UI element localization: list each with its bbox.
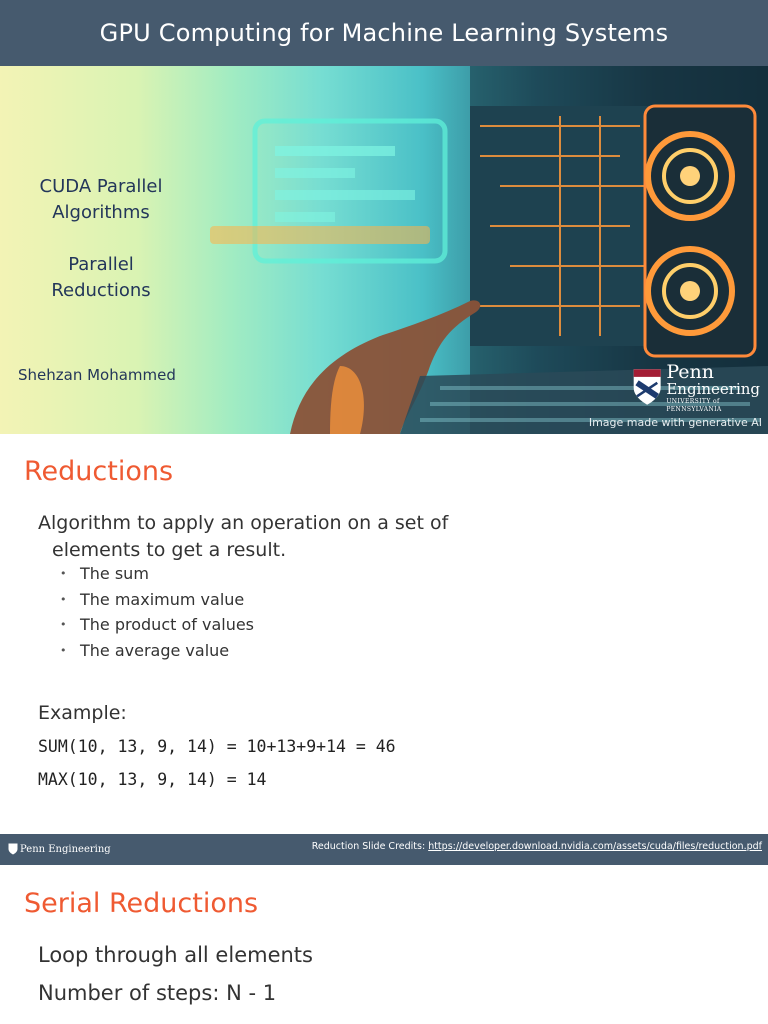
- list-item: [58, 612, 254, 638]
- deck-header: [0, 0, 768, 66]
- author-name: Shehzan Mohammed: [18, 366, 176, 384]
- logo-line-1: Penn: [666, 361, 714, 383]
- slide-title-serial-reductions: Serial Reductions: [24, 888, 259, 919]
- bullet-icon: •: [60, 618, 67, 631]
- bullet-icon: •: [60, 592, 67, 606]
- penn-shield-icon: [8, 843, 18, 855]
- bullet-text: The average value: [80, 640, 230, 660]
- penn-shield-icon: [632, 364, 662, 410]
- serial-line-2: Number of steps: N - 1: [38, 981, 277, 1005]
- penn-engineering-logo: [632, 361, 760, 414]
- example-label: Example:: [38, 702, 127, 724]
- slide-footer: [0, 834, 768, 865]
- list-item: [58, 587, 254, 613]
- list-item: [58, 561, 254, 587]
- credit-prefix: Reduction Slide Credits:: [311, 841, 429, 852]
- slide-title-reductions: Reductions: [24, 456, 174, 487]
- bullet-text: The maximum value: [80, 589, 245, 609]
- logo-line-2: Engineering: [666, 380, 760, 398]
- serial-line-1: Loop through all elements: [38, 943, 313, 967]
- bullet-icon: •: [60, 567, 67, 580]
- sum-example-code: SUM(10, 13, 9, 14) = 10+13+9+14 = 46: [38, 737, 396, 756]
- bullet-icon: •: [60, 643, 67, 657]
- bullet-text: The sum: [80, 564, 149, 583]
- deck-title: GPU Computing for Machine Learning Systems: [99, 19, 669, 47]
- reduction-examples-list: [58, 561, 254, 663]
- max-example-code: MAX(10, 13, 9, 14) = 14: [38, 770, 267, 789]
- logo-line-3: UNIVERSITY of PENNSYLVANIA: [666, 398, 722, 413]
- credit-link[interactable]: https://developer.download.nvidia.com/assets/cuda/files/reduction.pdf: [428, 841, 762, 852]
- bullet-text: The product of values: [80, 615, 255, 634]
- definition-line-2: elements to get a result.: [52, 539, 287, 561]
- title-slide-hero: [0, 66, 768, 434]
- hero-subtitle: Parallel Reductions: [51, 254, 151, 301]
- image-credit: Image made with generative AI: [588, 416, 762, 429]
- reduction-definition: [38, 510, 558, 564]
- list-item: [58, 638, 254, 664]
- slide-credits: [312, 841, 762, 852]
- footer-logo: [8, 843, 111, 855]
- footer-logo-text: Penn Engineering: [20, 843, 111, 855]
- definition-line-1: Algorithm to apply an operation on a set of: [38, 512, 449, 534]
- hero-title: CUDA Parallel Algorithms: [39, 176, 163, 223]
